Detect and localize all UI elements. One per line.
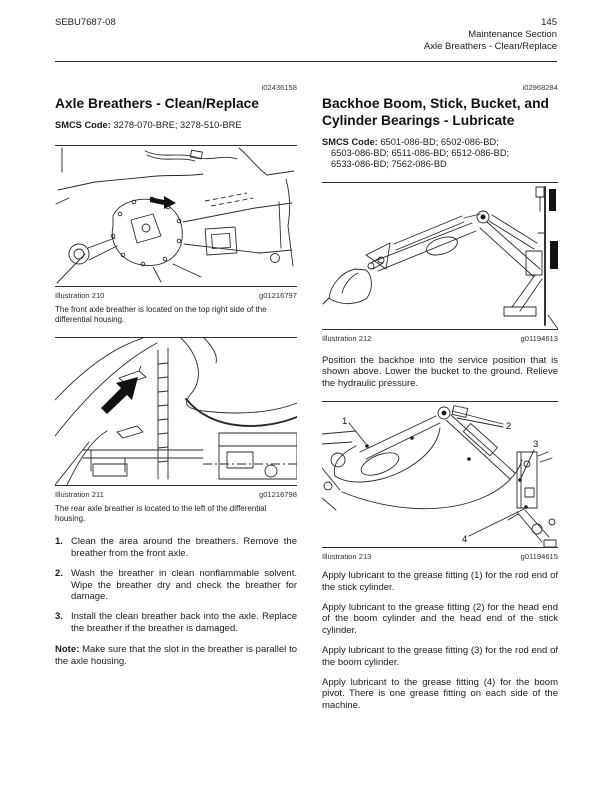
figure-212-body-text: Position the backhoe into the service position that is shown above. Lower the bucket to the ground. Relieve the hydraulic pressure. — [322, 355, 558, 389]
figure-212-meta — [322, 334, 558, 343]
article-title: Backhoe Boom, Stick, Bucket, and Cylinder Bearings - Lubricate — [322, 96, 549, 128]
body-paragraph: Apply lubricant to the grease fitting (1) for the rod end of the stick cylinder. — [322, 570, 558, 593]
right-column — [322, 83, 558, 711]
callout-1: 1 — [342, 416, 348, 428]
smcs-code-block — [322, 137, 558, 170]
note-label: Note: — [55, 644, 80, 656]
left-column — [55, 83, 297, 667]
figure-label: Illustration 211 — [55, 490, 104, 500]
smcs-line: 6533-086-BD; 7562-086-BD — [331, 159, 447, 169]
body-paragraph: Apply lubricant to the grease fitting (4) for the boom pivot. There is one grease fitting on each side of the machine. — [322, 677, 558, 711]
figure-210-caption: The front axle breather is located on the top right side of the differential housing. — [55, 305, 267, 324]
step-text: Clean the area around the breathers. Remove the breather from the front axle. — [71, 536, 297, 559]
figure-code: g01216798 — [258, 490, 297, 500]
note-text: Make sure that the slot in the breather is parallel to the axle housing. — [55, 644, 298, 667]
figure-label: Illustration 210 — [55, 291, 105, 300]
illustration-212-image — [322, 183, 558, 329]
procedure-steps — [55, 536, 297, 634]
figure-label: Illustration 213 — [322, 552, 372, 562]
body-paragraph: Apply lubricant to the grease fitting (3) for the rod end of the boom cylinder. — [322, 645, 558, 668]
illustration-210-image — [55, 146, 297, 286]
step-item — [55, 568, 297, 602]
step-text: Install the clean breather back into the axle. Replace the breather if the breather is damaged. — [71, 611, 297, 634]
figure-211-caption: The rear axle breather is located to the left of the differential housing. — [55, 504, 267, 523]
step-item — [55, 536, 297, 559]
page-number: 145 — [541, 17, 557, 28]
figure-213 — [322, 401, 558, 548]
section-title: Maintenance Section — [468, 29, 557, 40]
smcs-codes: 3278-070-BRE; 3278-510-BRE — [113, 120, 242, 130]
step-number: 2. — [55, 568, 63, 580]
figure-label: Illustration 212 — [322, 334, 372, 343]
figure-213-meta — [322, 552, 558, 561]
step-number: 3. — [55, 611, 63, 623]
header-rule — [55, 61, 557, 62]
callout-2: 2 — [506, 421, 512, 433]
note — [55, 644, 297, 667]
figure-211 — [55, 337, 297, 486]
figure-211-meta — [55, 490, 297, 499]
body-paragraph: Apply lubricant to the grease fitting (2) for the head end of the boom cylinder and the head end of the stick cylinder. — [322, 602, 558, 636]
figure-code: g01194615 — [520, 552, 558, 562]
article-title: Axle Breathers - Clean/Replace — [55, 96, 259, 111]
breather-location-arrow — [150, 196, 176, 209]
step-item — [55, 611, 297, 634]
smcs-label: SMCS Code: — [55, 120, 111, 130]
subsection-title: Axle Breathers - Clean/Replace — [423, 41, 557, 52]
smcs-label: SMCS Code: — [322, 137, 378, 147]
step-number: 1. — [55, 536, 63, 548]
smcs-code-line — [55, 120, 297, 131]
illustration-213-image — [322, 402, 558, 547]
figure-210-meta — [55, 291, 297, 300]
doc-code: SEBU7687-08 — [55, 17, 116, 28]
callout-4: 4 — [462, 534, 468, 546]
figure-code: g01216797 — [258, 291, 297, 300]
figure-212 — [322, 182, 558, 330]
illustration-211-image — [55, 338, 297, 485]
article-id: i02968284 — [522, 83, 558, 92]
article-id: i02436158 — [261, 83, 297, 92]
step-text: Wash the breather in clean nonflammable solvent. Wipe the breather dry and check the breather for damage. — [71, 568, 297, 602]
figure-code: g01194613 — [520, 334, 558, 343]
page-header-right — [424, 17, 557, 53]
smcs-line — [322, 137, 558, 148]
smcs-codes: 6501-086-BD; 6502-086-BD; — [380, 137, 499, 147]
smcs-line: 6503-086-BD; 6511-086-BD; 6512-086-BD; — [331, 148, 510, 158]
breather-location-arrow — [101, 377, 138, 414]
figure-210 — [55, 145, 297, 287]
callout-3: 3 — [533, 439, 539, 451]
